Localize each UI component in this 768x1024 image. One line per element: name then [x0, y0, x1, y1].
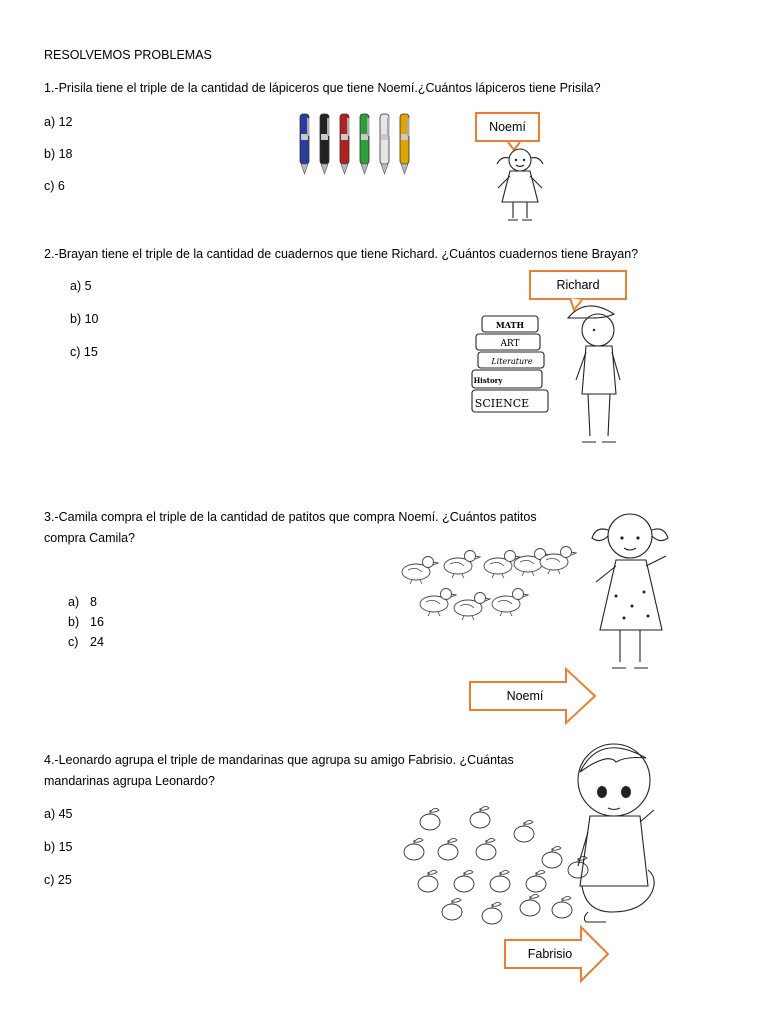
option-1b: b) 18 — [44, 147, 73, 161]
question-4-line1: 4.-Leonardo agrupa el triple de mandarinas que agrupa su amigo Fabrisio. ¿Cuántas — [44, 753, 514, 767]
option-3b-value: 16 — [90, 615, 104, 629]
book-label-math: MATH — [495, 320, 525, 330]
page-title: RESOLVEMOS PROBLEMAS — [44, 48, 212, 62]
callout-richard: Richard — [529, 270, 627, 300]
books-illustration — [468, 312, 552, 422]
option-2b: b) 10 — [70, 312, 99, 326]
book-label-literature: Literature — [491, 357, 533, 366]
tangerine — [454, 870, 474, 892]
option-3b-letter: b) — [68, 615, 80, 629]
question-4-line2: mandarinas agrupa Leonardo? — [44, 774, 215, 788]
ducklings-illustration — [396, 536, 576, 620]
option-4c: c) 25 — [44, 873, 72, 887]
option-3a-letter: a) — [68, 595, 80, 609]
arrow-label-fabrisio: Fabrisio — [527, 947, 573, 961]
option-2a: a) 5 — [70, 279, 92, 293]
pen — [360, 114, 370, 174]
pen — [300, 114, 310, 174]
duckling — [402, 557, 438, 585]
tangerine — [482, 902, 502, 924]
tangerine — [470, 806, 490, 828]
option-3c-letter: c) — [68, 635, 79, 649]
option-1a: a) 12 — [44, 115, 73, 129]
tangerine — [420, 808, 440, 830]
tangerine — [514, 820, 534, 842]
callout-noemi-1: Noemí — [475, 112, 540, 142]
book-label-art: ART — [500, 339, 520, 349]
tangerine — [442, 898, 462, 920]
girl-camila-illustration — [586, 506, 678, 674]
duckling — [540, 547, 576, 575]
tangerine — [490, 870, 510, 892]
boy-richard-illustration — [560, 298, 640, 454]
duckling — [492, 589, 528, 617]
pen — [320, 114, 330, 174]
tangerine — [542, 846, 562, 868]
tangerine — [520, 894, 540, 916]
question-1: 1.-Prisila tiene el triple de la cantidad de lápiceros que tiene Noemí.¿Cuántos lápiceros tiene Prisila? — [44, 81, 601, 95]
duckling — [454, 593, 490, 621]
option-4a: a) 45 — [44, 807, 73, 821]
question-3-line2: compra Camila? — [44, 531, 136, 545]
pen — [380, 114, 390, 174]
book-label-history: History — [473, 376, 503, 385]
arrow-label-noemi: Noemí — [506, 689, 544, 703]
duckling — [420, 589, 456, 617]
girl-noemi-illustration — [486, 140, 556, 226]
option-3c-value: 24 — [90, 635, 104, 649]
tangerine — [526, 870, 546, 892]
tangerine — [476, 838, 496, 860]
option-3a-value: 8 — [90, 595, 97, 609]
pen — [340, 114, 350, 174]
duckling — [444, 551, 480, 579]
boy-leonardo-illustration — [568, 736, 666, 926]
tangerines-illustration — [392, 800, 588, 926]
tangerine — [438, 838, 458, 860]
pens-illustration — [296, 112, 420, 176]
option-2c: c) 15 — [70, 345, 98, 359]
tangerine — [418, 870, 438, 892]
question-2: 2.-Brayan tiene el triple de la cantidad de cuadernos que tiene Richard. ¿Cuántos cuadernos tiene Brayan? — [44, 247, 639, 261]
book-label-science: SCIENCE — [474, 397, 530, 410]
pen — [400, 114, 410, 174]
tangerine — [404, 838, 424, 860]
option-1c: c) 6 — [44, 179, 65, 193]
option-4b: b) 15 — [44, 840, 73, 854]
question-3-line1: 3.-Camila compra el triple de la cantidad de patitos que compra Noemí. ¿Cuántos patitos — [44, 510, 537, 524]
